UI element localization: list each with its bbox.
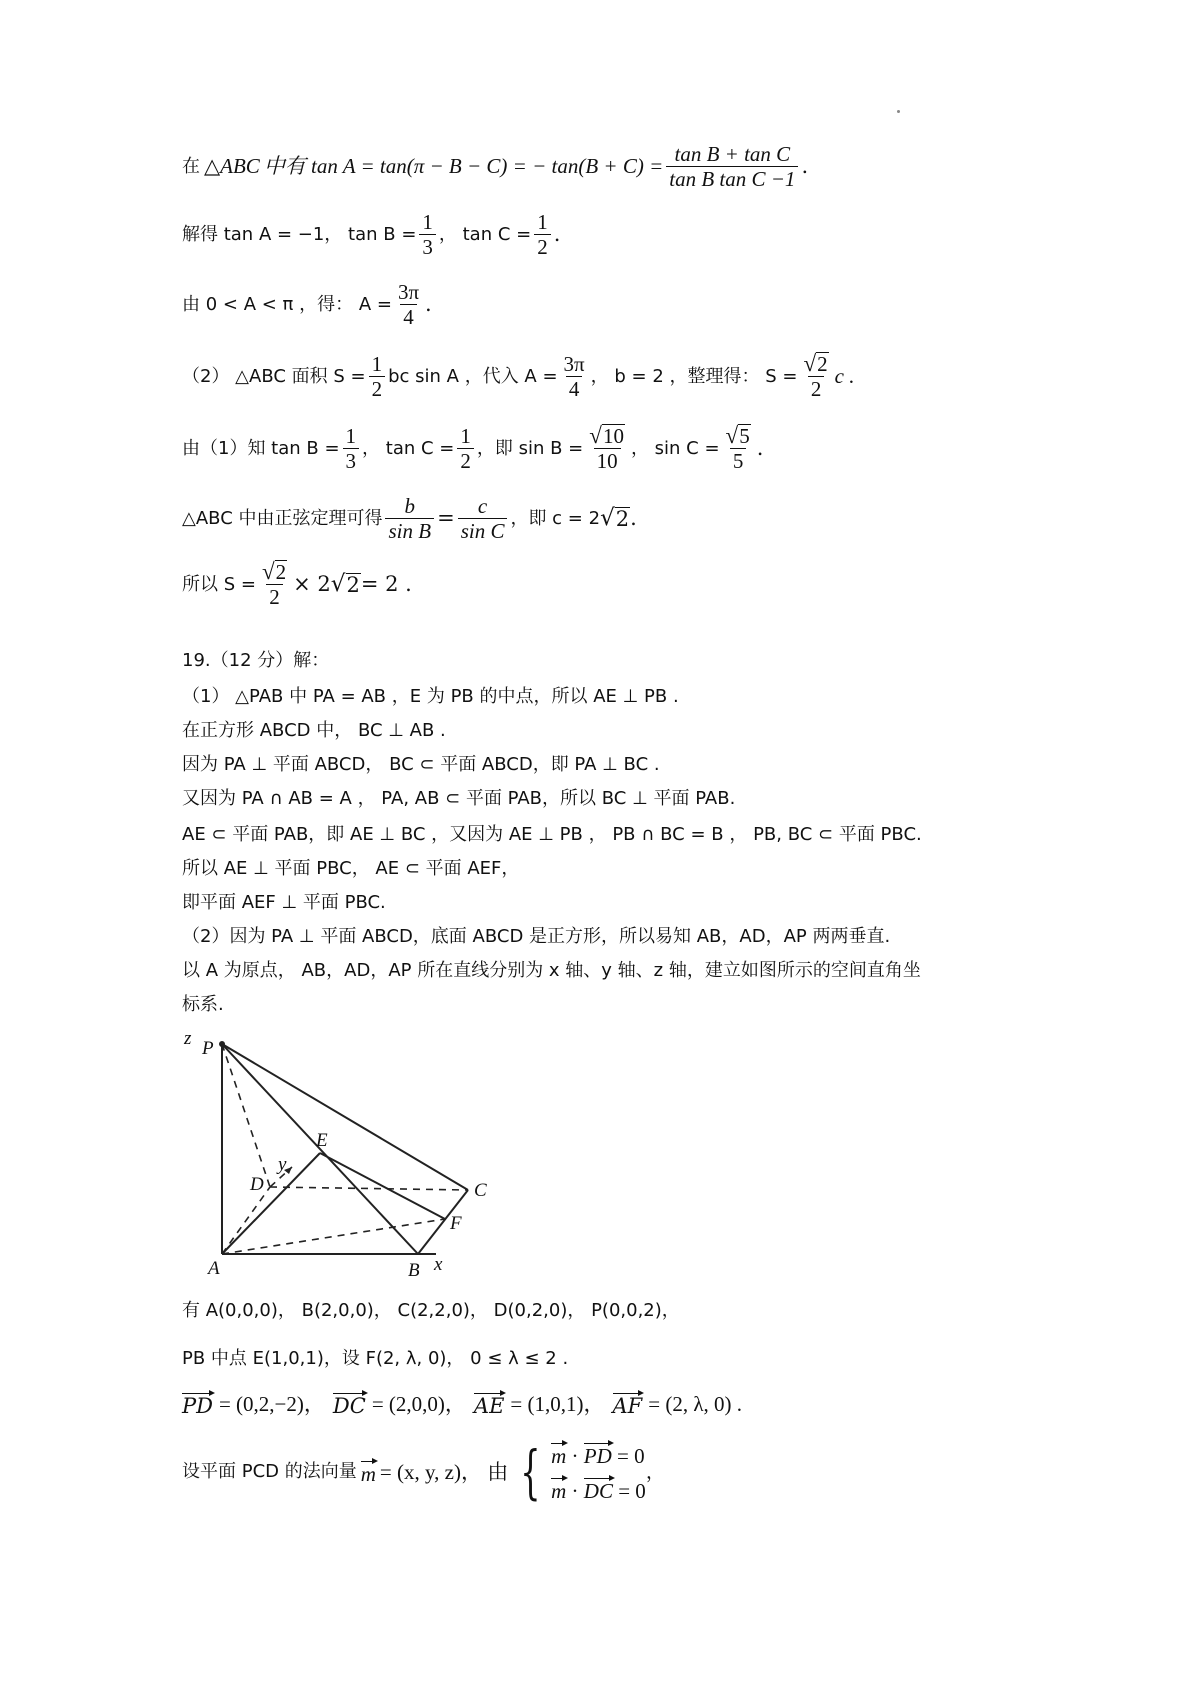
radicand: 2 [615, 506, 630, 531]
edge-ae [222, 1153, 320, 1254]
question-header: 19.（12 分）解： [182, 650, 330, 671]
proof-line: （1） △PAB 中 PA = AB ，E 为 PB 的中点，所以 AE ⊥ PB . [182, 686, 679, 707]
sqrt: √ 2 [600, 504, 630, 531]
triangle-abc: △ABC [204, 154, 260, 179]
radicand: 10 [602, 424, 624, 448]
proof-line: 以 A 为原点， AB，AD，AP 所在直线分别为 x 轴、y 轴、z 轴，建立如图所示的空间直角坐 [182, 960, 921, 981]
numerator: 1 [460, 424, 471, 448]
system-row-2 [551, 1477, 646, 1502]
label-f: F [450, 1213, 462, 1234]
edge-ad-dashed [222, 1187, 270, 1254]
text: （2） △ABC 面积 S = [182, 365, 366, 387]
proof-line: （2）因为 PA ⊥ 平面 ABCD，底面 ABCD 是正方形，所以易知 AB，AD，AP 两两垂直. [182, 926, 891, 947]
label-c: C [474, 1180, 487, 1201]
denominator: 4 [566, 376, 583, 401]
fraction-sqrt [259, 560, 290, 609]
pyramid-figure [180, 1022, 520, 1282]
fraction-denominator: tan B tan C −1 [666, 166, 798, 191]
text: 由 0 < A < π ，得： A = [182, 293, 392, 315]
denominator: 2 [534, 234, 551, 259]
numerator: b [404, 494, 416, 518]
text: c . [834, 364, 855, 389]
scan-speck [897, 110, 900, 113]
label-d: D [250, 1174, 264, 1195]
label-y: y [278, 1154, 287, 1175]
fraction [458, 494, 508, 543]
edge-af-dashed [222, 1219, 445, 1254]
line-solve-tans [182, 210, 560, 259]
proof-line: 因为 PA ⊥ 平面 ABCD， BC ⊂ 平面 ABCD，即 PA ⊥ BC . [182, 754, 660, 775]
line-angle-a [182, 280, 432, 329]
fraction-sqrt [586, 424, 628, 473]
vertex-p [219, 1041, 225, 1047]
text: ， tan C = [362, 437, 455, 459]
fraction-tan-sum [666, 142, 798, 191]
numerator: √ 5 [725, 422, 750, 448]
edge-dc-dashed [270, 1187, 468, 1190]
equals-zero: = 0 [611, 1444, 645, 1468]
denominator: 2 [457, 448, 474, 473]
fraction [343, 424, 360, 473]
system-row-1 [551, 1442, 646, 1467]
text: × 2 [293, 572, 331, 597]
numerator: 1 [422, 210, 433, 234]
label-a: A [208, 1258, 220, 1279]
denominator: sin B [385, 518, 434, 543]
punct: = 2 . [360, 572, 412, 597]
denominator: 3 [419, 234, 436, 259]
fraction-numerator: tan B + tan C [674, 142, 791, 166]
line-area-result [182, 560, 412, 609]
left-brace: { [520, 1438, 541, 1506]
vector-value: = (2, λ, 0) . [648, 1392, 743, 1416]
vector-m: m [551, 1444, 567, 1468]
text: 由（1）知 tan B = [182, 437, 340, 459]
fraction [369, 352, 386, 401]
text: bc sin A ，代入 A = [388, 365, 558, 387]
punct: . [630, 506, 637, 531]
text: ， tan C = [438, 223, 532, 245]
proof-line: 即平面 AEF ⊥ 平面 PBC. [182, 892, 386, 913]
denominator: sin C [458, 518, 508, 543]
edge-pc [222, 1044, 468, 1190]
vector-value: = (0,2,−2)， [218, 1392, 325, 1416]
fraction-sqrt [800, 352, 831, 401]
edge-ef [320, 1153, 445, 1219]
punct: ， [645, 1460, 665, 1483]
proof-line: 又因为 PA ∩ AB = A ， PA, AB ⊂ 平面 PAB，所以 BC ⊥ 平面 PAB. [182, 788, 736, 809]
dot-op: · [566, 1479, 584, 1503]
vector-m: m [551, 1479, 567, 1503]
equals: = [437, 506, 455, 531]
fraction [419, 210, 436, 259]
vector-af: AF [612, 1394, 643, 1418]
radicand: 2 [817, 352, 828, 376]
fraction [395, 280, 422, 329]
text: = (x, y, z)， 由 [379, 1459, 509, 1484]
text: 设平面 PCD 的法向量 [182, 1461, 357, 1482]
text: △ABC 中由正弦定理可得 [182, 507, 383, 529]
punct: . [425, 292, 432, 317]
vector-dc: DC [583, 1479, 613, 1503]
numerator: 3π [563, 352, 585, 376]
denominator: 5 [730, 448, 747, 473]
proof-line: AE ⊂ 平面 PAB，即 AE ⊥ BC ，又因为 AE ⊥ PB ， PB ∩ BC = B ， PB, BC ⊂ 平面 PBC. [182, 824, 922, 845]
radicand: 2 [346, 572, 360, 597]
fraction [385, 494, 434, 543]
numerator: 1 [345, 424, 357, 448]
vector-value: = (1,0,1)， [510, 1392, 605, 1416]
denominator: 2 [808, 376, 825, 401]
denominator: 2 [266, 584, 283, 609]
numerator: 1 [371, 352, 383, 376]
text: 解得 tan A = −1， tan B = [182, 223, 417, 245]
denominator: 4 [400, 304, 417, 329]
fraction [561, 352, 588, 401]
proof-line: 标系. [182, 994, 224, 1015]
normal-vector-line [182, 1438, 665, 1506]
label-p: P [202, 1038, 214, 1059]
edge-pd-dashed [222, 1044, 270, 1187]
numerator: √ 2 [261, 558, 287, 584]
vector-m: m [360, 1461, 376, 1486]
numerator: 3π [397, 280, 420, 304]
radicand: 5 [739, 424, 750, 448]
text: ， sin C = [630, 437, 720, 459]
vector-dc: DC [332, 1394, 366, 1418]
text: ， b = 2 ，整理得： S = [590, 365, 798, 387]
text: ，即 c = 2 [510, 507, 601, 529]
radicand: 2 [275, 560, 287, 584]
line-sines [182, 424, 763, 473]
equation-system [512, 1438, 646, 1506]
vector-ae: AE [473, 1394, 505, 1418]
vector-pd: PD [182, 1394, 213, 1418]
line-tan-identity [182, 142, 808, 191]
tan-expression: 中有 tan A = tan(π − B − C) = − tan(B + C) = [263, 154, 664, 179]
fraction [534, 210, 551, 259]
numerator: 1 [537, 210, 548, 234]
denominator: 10 [594, 448, 621, 473]
coords-line: PB 中点 E(1,0,1)，设 F(2, λ, 0)， 0 ≤ λ ≤ 2 . [182, 1348, 569, 1369]
dot-op: · [566, 1444, 584, 1468]
text: 所以 S = [182, 573, 256, 595]
punct: . [553, 222, 561, 247]
line-area-formula [182, 352, 854, 401]
denominator: 3 [343, 448, 360, 473]
fraction [457, 424, 474, 473]
line-sine-law [182, 494, 637, 543]
punct: . [756, 436, 764, 461]
denominator: 2 [369, 376, 386, 401]
vector-value: = (2,0,0)， [371, 1392, 466, 1416]
proof-line: 在正方形 ABCD 中， BC ⊥ AB . [182, 720, 446, 741]
label-b: B [408, 1260, 420, 1281]
text: 在 [182, 155, 200, 177]
numerator: √ 2 [803, 350, 828, 376]
text: ，即 sin B = [476, 437, 584, 459]
punct: . [801, 154, 809, 179]
proof-line: 所以 AE ⊥ 平面 PBC， AE ⊂ 平面 AEF， [182, 858, 520, 879]
label-x: x [434, 1254, 443, 1275]
equals-zero: = 0 [612, 1479, 646, 1503]
coords-line: 有 A(0,0,0)， B(2,0,0)， C(2,2,0)， D(0,2,0)， P(0,0,2)， [182, 1300, 680, 1321]
system-rows [551, 1442, 646, 1502]
vector-pd: PD [583, 1444, 612, 1468]
numerator: √ 10 [589, 422, 624, 448]
label-z: z [184, 1028, 192, 1049]
vector-line [182, 1392, 750, 1417]
numerator: c [477, 494, 488, 518]
sqrt: √ 2 [330, 570, 360, 597]
label-e: E [316, 1130, 328, 1151]
fraction-sqrt [723, 424, 754, 473]
